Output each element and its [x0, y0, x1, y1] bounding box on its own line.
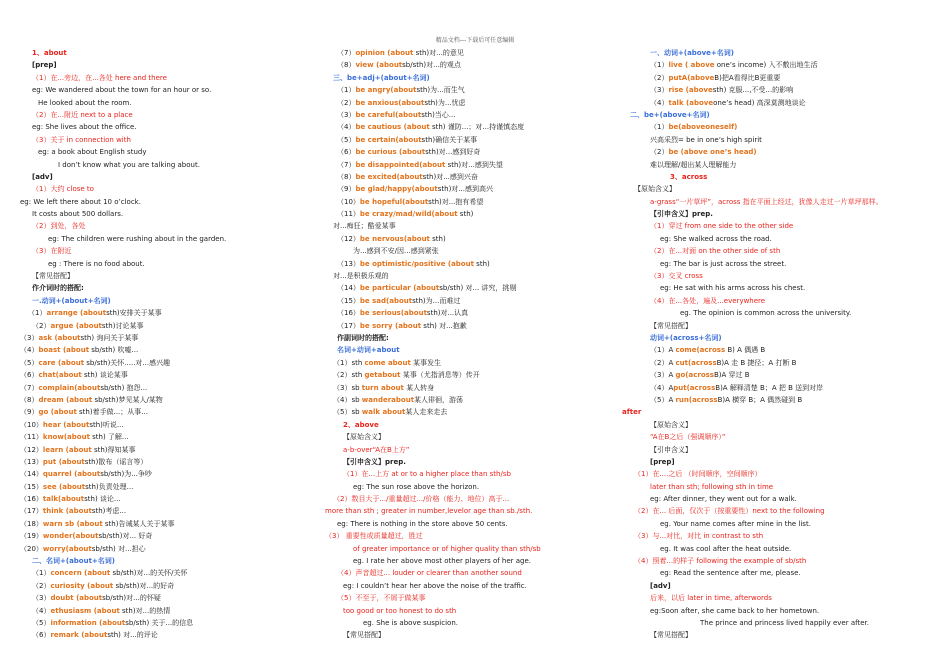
text-line: eg. It was cool after the heat outside. [660, 544, 792, 553]
text-line: 【引申含义】prep. [650, 210, 713, 219]
text-line: eg: She lives about the office. [32, 123, 137, 132]
keyword-phrase: come about [364, 358, 411, 367]
text-line: 【常见搭配】 [343, 631, 385, 640]
text-line: （3） 重要性或质量超过，胜过 [325, 532, 423, 541]
text-line: too good or too honest to do sth [343, 606, 457, 615]
text-line: （2）到处，各处 [32, 222, 86, 231]
keyword-phrase: doubt (about [50, 594, 103, 603]
text-line: eg. She is above suspicion. [363, 618, 458, 627]
text-line: （6）remark (aboutsth) 对...的评论 [32, 631, 158, 640]
text-line: （7）be disappointed(about sth)对...感到失望 [337, 160, 503, 169]
text-line: eg. Your name comes after mine in the list. [660, 519, 811, 528]
keyword-phrase: learn (about [42, 445, 92, 454]
text-line: （1）be angry(aboutsth)为...而生气 [337, 86, 465, 95]
keyword-phrase: putA(above [668, 73, 715, 82]
keyword-phrase: know(about [42, 433, 90, 442]
keyword-phrase: remark (about [50, 631, 108, 640]
text-line: （4）ethusiasm (about sth)对...的热情 [32, 606, 171, 615]
text-line: He looked about the room. [38, 98, 132, 107]
text-line: 三、be+adj+(about+名词) [333, 73, 430, 82]
keyword-phrase: be particular (about [359, 284, 440, 293]
text-line: eg: We wandered about the town for an hour or so. [32, 86, 212, 95]
text-line: （1）在...旁边，在...各处 here and there [32, 73, 167, 82]
keyword-phrase: argue (about [50, 321, 102, 330]
text-line: a-grass“一片草坪”，across 指在平面上经过，犹像人走过一片草坪那样。 [650, 197, 883, 206]
text-line: （3）A go(acrossB)A 穿过 B [650, 371, 750, 380]
text-line: eg: I couldn’t hear her above the noise of the traffic. [343, 581, 527, 590]
text-line: 难以理解/超出某人理解能力 [650, 160, 737, 169]
keyword-phrase: go (about [38, 408, 77, 417]
keyword-phrase: go(across [675, 371, 714, 380]
text-line: （12）learn (about sth)得知某事 [20, 445, 136, 454]
text-line: （13）put (aboutsth)散布（谣言等） [20, 457, 148, 466]
text-line: （8）view (aboutsb/sth)对...的观点 [337, 61, 461, 70]
keyword-phrase: be cautious (about [355, 123, 430, 132]
keyword-phrase: care (about [38, 358, 85, 367]
text-line: 【常见搭配】 [650, 321, 692, 330]
text-line: （15）be sad(aboutsth)为...而难过 [337, 296, 461, 305]
keyword-phrase: be optimistic/positive (about [359, 259, 474, 268]
text-line: （2）putA(aboveB)把A看得比B更重要 [650, 73, 781, 82]
text-line: more than sth ; greater in number,levelor age than sb./sth. [325, 507, 533, 516]
text-line: eg: a book about English study [38, 148, 147, 157]
text-line: （3）在附近 [32, 247, 72, 256]
text-line: （2）在...对面 on the other side of sth [650, 247, 781, 256]
text-line: （3）doubt (aboutsb/sth)对...的怀疑 [32, 594, 161, 603]
keyword-phrase: be angry(about [355, 86, 417, 95]
text-line: I don’t know what you are talking about. [58, 160, 200, 169]
text-line: （20）worry(aboutsb/sth) 对...担心 [20, 544, 146, 553]
text-line: （15）see (aboutsth)负责处理... [20, 482, 134, 491]
text-line: [adv] [650, 581, 671, 590]
text-line: （2）sth getabout 某事（尤指消息等）传开 [333, 371, 480, 380]
keyword-phrase: come(across [675, 346, 726, 355]
text-line: 二、名词+(about+名词) [32, 557, 116, 566]
text-line: （16）be serious(aboutsth)对...认真 [337, 309, 469, 318]
text-line: （19）wonder(aboutsb/sth)对... 好奇 [20, 532, 153, 541]
keyword-phrase: warn sb (about [42, 519, 103, 528]
text-line: 1、about [32, 49, 67, 57]
text-line: （4）照着...的样子 following the example of sb/sth [634, 557, 807, 566]
text-line: （11）know(about sth) 了解... [20, 433, 129, 442]
keyword-phrase: walk about [361, 408, 406, 417]
text-line: （9）go (about sth)着手做...；从事... [20, 408, 148, 417]
keyword-phrase: be careful(about [355, 110, 422, 119]
text-line: （2）be (above one’s head) [650, 148, 757, 157]
text-line: （4）be cautious (about sth) 谨防...；对...持谨慎态度 [337, 123, 525, 132]
text-line: 【常见搭配】 [32, 272, 74, 281]
keyword-phrase: be crazy/mad/wild(about [359, 210, 458, 219]
text-line: （8）dream (about sb/sth)梦见某人/某物 [20, 395, 163, 404]
keyword-phrase: be curious (about [355, 148, 426, 157]
text-line: （2）在... 后面，仅次于（按重要性）next to the following [634, 507, 825, 516]
keyword-phrase: chat(about [38, 371, 82, 380]
keyword-phrase: wonder(about [42, 532, 99, 541]
text-line: （2）在...附近 next to a place [32, 110, 133, 119]
text-line: eg: Read the sentence after me, please. [660, 569, 801, 578]
text-line: （5）A run(acrossB)A 横穿 B；A 偶然碰到 B [650, 395, 803, 404]
text-line: [prep] [32, 61, 57, 70]
keyword-phrase: turn about [361, 383, 404, 392]
text-line: 动词+(across+名词) [650, 333, 722, 342]
text-line: （6）chat(about sth) 谈论某事 [20, 371, 128, 380]
keyword-phrase: concern (about [50, 569, 111, 578]
text-line: （5）sb walk about某人走来走去 [333, 408, 448, 417]
text-line: 对...痴狂；酷爱某事 [333, 222, 396, 231]
keyword-phrase: talk (above [668, 98, 714, 107]
text-line: （2）be anxious(aboutsth)为...忧虑 [337, 98, 466, 107]
keyword-phrase: curiosity (about [50, 581, 114, 590]
keyword-phrase: cut(across [675, 358, 717, 367]
keyword-phrase: opinion (about [355, 49, 414, 57]
keyword-phrase: worry(about [42, 544, 92, 553]
keyword-phrase: ask (about [38, 333, 81, 342]
text-line: （3）关于 in connection with [32, 135, 131, 144]
keyword-phrase: view (about [355, 61, 403, 70]
text-line: （17）be sorry (about sth) 对...抱歉 [337, 321, 467, 330]
keyword-phrase: be glad/happy(about [355, 185, 438, 194]
text-line: （13）be optimistic/positive (about sth) [337, 259, 490, 268]
keyword-phrase: be anxious(about [355, 98, 425, 107]
text-line: eg: The sun rose above the horizon. [353, 482, 480, 491]
keyword-phrase: be excited(about [355, 172, 423, 181]
text-line: 【常见搭配】 [650, 631, 692, 640]
text-line: （4）在...各处，遍及...everywhere [650, 296, 766, 305]
left-column [20, 47, 320, 642]
text-line: （1）live ( above one’s income) 入不敷出地生活 [650, 61, 818, 70]
text-line: （5）care (about sb/sth)关怀.....对...感兴趣 [20, 358, 171, 367]
keyword-phrase: arrange (about [46, 309, 107, 318]
text-line: （4）声音超过... louder or clearer than another sound [337, 569, 522, 578]
text-line: （11）be crazy/mad/wild(about sth) [337, 210, 474, 219]
text-line: （14）be particular (aboutsb/sth) 对... 讲究，挑剔 [337, 284, 517, 293]
keyword-phrase: be sad(about [359, 296, 413, 305]
text-line: （3）交叉 cross [650, 272, 703, 281]
text-line: （1）sth come about 某事发生 [333, 358, 442, 367]
keyword-phrase: quarrel (about [42, 470, 101, 479]
keyword-phrase: be(aboveoneself) [668, 123, 738, 132]
text-line: 作介词时的搭配: [32, 284, 84, 293]
keyword-phrase: be certain(about [355, 135, 422, 144]
text-line: 【引申含义】prep. [343, 457, 406, 466]
keyword-phrase: rise (above [668, 86, 713, 95]
text-line: （2）curiosity (about sb/sth)对...的好奇 [32, 581, 175, 590]
text-line: （5）information (aboutsb/sth) 关于...的信息 [32, 618, 194, 627]
text-line: （6）be curious (aboutsth)对...感到好奇 [337, 148, 481, 157]
text-line: （3）sb turn about 某人转身 [333, 383, 435, 392]
text-line: （2）A cut(acrossB)A 走 B 捷径；A 打断 B [650, 358, 797, 367]
text-line: （17）think (aboutsth)考虑... [20, 507, 127, 516]
text-line: [prep] [650, 457, 675, 466]
keyword-phrase: be disappointed(about [355, 160, 446, 169]
text-line: eg: She walked across the road. [660, 234, 772, 243]
keyword-phrase: hear (about [42, 420, 90, 429]
keyword-phrase: be hopeful(about [359, 197, 429, 206]
text-line: 【原始含义】 [650, 420, 692, 429]
text-line: 一、动词+(above+名词) [650, 49, 734, 57]
text-line: later than sth; following sth in time [650, 482, 774, 491]
keyword-phrase: wanderabout [361, 395, 415, 404]
text-line: eg. The opinion is common across the university. [680, 309, 852, 318]
keyword-phrase: run(across [675, 395, 718, 404]
keyword-phrase: complain(about [38, 383, 101, 392]
page-header: 精品文档---下载后可任意编辑 [435, 37, 515, 44]
text-line: （1）arrange (aboutsth)安排关于某事 [28, 309, 162, 318]
text-line: （1）在....之后 （时间顺序，空间顺序） [634, 470, 762, 479]
text-line: （5）be certain(aboutsth)确信关于某事 [337, 135, 478, 144]
text-line: （3）be careful(aboutsth)当心... [337, 110, 456, 119]
keyword-phrase: live ( above [668, 61, 715, 70]
text-line: eg. I rate her above most other players of her age. [353, 557, 532, 566]
text-line: eg: The children were rushing about in the garden. [48, 234, 227, 243]
text-line: （1）concern (about sb/sth)对...的关怀/关怀 [32, 569, 188, 578]
text-line: The prince and princess lived happily ever after. [700, 618, 869, 627]
text-line: （12）be nervous(about sth) [337, 234, 446, 243]
text-line: （4）Aput(acrossB)A 解释清楚 B；A 把 B 送到对岸 [650, 383, 824, 392]
text-line: （7）complain(aboutsb/sth) 抱怨... [20, 383, 148, 392]
text-line: （3）与...对比，对比 in contrast to sth [634, 532, 764, 541]
text-line: （1）be(aboveoneself) [650, 123, 738, 132]
text-line: 兴高采烈= be in one’s high spirit [650, 135, 762, 144]
text-line: （4）talk (aboveone’s head) 高深莫测地谈论 [650, 98, 806, 107]
text-line: 【原始含义】 [634, 185, 676, 194]
text-line: （1）A come(across B) A 偶遇 B [650, 346, 766, 355]
text-line: （14）quarrel (aboutsb/sth)为...争吵 [20, 470, 152, 479]
text-line: 一.动词+(about+名词) [32, 296, 111, 305]
text-line: （1）大约 close to [32, 185, 94, 194]
text-line: 为...感到不安/因...感到紧张 [353, 247, 439, 256]
text-line: （1）在...上方 at or to a higher place than sth/sb [343, 470, 511, 479]
text-line: 3、across [670, 172, 708, 181]
text-line: eg: The bar is just across the street. [660, 259, 787, 268]
text-line: 【引申含义】 [650, 445, 692, 454]
text-line: eg: We left there about 10 o’clock. [20, 197, 141, 206]
keyword-phrase: ethusiasm (about [50, 606, 120, 615]
text-line: eg: There is nothing in the store above 50 cents. [337, 519, 508, 528]
text-line: 2、above [343, 420, 379, 429]
text-line: eg: He sat with his arms across his chest. [660, 284, 806, 293]
text-line: （9）be glad/happy(aboutsth)对...感到高兴 [337, 185, 493, 194]
text-line: eg:Soon after, she came back to her hometown. [650, 606, 820, 615]
text-line: （18）warn sb (about sth)告诫某人关于某事 [20, 519, 175, 528]
text-line: （1）穿过 from one side to the other side [650, 222, 794, 231]
text-line: “A在B之后（强调顺序）” [650, 433, 726, 442]
keyword-phrase: be serious(about [359, 309, 427, 318]
keyword-phrase: put (about [42, 457, 85, 466]
text-line: （2）argue (aboutsth)讨论某事 [32, 321, 144, 330]
keyword-phrase: be (above one’s head) [668, 148, 757, 157]
text-line: 名词+动词+about [337, 346, 400, 355]
text-line: eg: After dinner, they went out for a walk. [650, 495, 797, 504]
text-line: 对...是积极乐观的 [333, 272, 389, 281]
middle-column [325, 47, 625, 642]
keyword-phrase: think (about [42, 507, 92, 516]
text-line: （2）数目大于.../重量超过.../价格（能力、地位）高于... [333, 495, 510, 504]
text-line: 二、be+(above+名词) [630, 110, 710, 119]
text-line: of greater importance or of higher quality than sth/sb [353, 544, 541, 553]
keyword-phrase: information (about [50, 618, 126, 627]
keyword-phrase: put(across [673, 383, 716, 392]
text-line: （3）ask (aboutsth) 询问关于某事 [20, 333, 139, 342]
text-line: （4）boast (about sb/sth) 吹嘘... [20, 346, 139, 355]
text-line: （4）sb wanderabout某人徘徊，游荡 [333, 395, 464, 404]
keyword-phrase: be nervous(about [359, 234, 430, 243]
text-line: （5）不至于，不屑于做某事 [337, 594, 426, 603]
text-line: 【原始含义】 [343, 433, 385, 442]
right-column [622, 47, 942, 642]
keyword-phrase: boast (about [38, 346, 90, 355]
keyword-phrase: dream (about [38, 395, 93, 404]
text-line: 后来，以后 later in time, afterwords [650, 594, 772, 603]
keyword-phrase: see (about [42, 482, 86, 491]
text-line: （10）be hopeful(aboutsth)对...抱有希望 [337, 197, 484, 206]
keyword-phrase: getabout [364, 371, 401, 380]
keyword-phrase: talk(about [42, 495, 85, 504]
text-line: （10）hear (aboutsth)听说... [20, 420, 124, 429]
text-line: 作副词时的搭配: [337, 333, 389, 342]
text-line: （16）talk(aboutsth) 谈论... [20, 495, 121, 504]
text-line: a-b-over“A在B上方” [343, 445, 410, 454]
text-line: （7）opinion (about sth)对...的意见 [337, 49, 464, 57]
text-line: It costs about 500 dollars. [32, 210, 124, 219]
keyword-phrase: be sorry (about [359, 321, 422, 330]
text-line: eg : There is no food about. [48, 259, 145, 268]
text-line: （3）rise (abovesth) 克服...,不受...的影响 [650, 86, 794, 95]
text-line: after [622, 408, 642, 417]
text-line: （8）be excited(aboutsth)对...感到兴奋 [337, 172, 478, 181]
text-line: [adv] [32, 172, 53, 181]
